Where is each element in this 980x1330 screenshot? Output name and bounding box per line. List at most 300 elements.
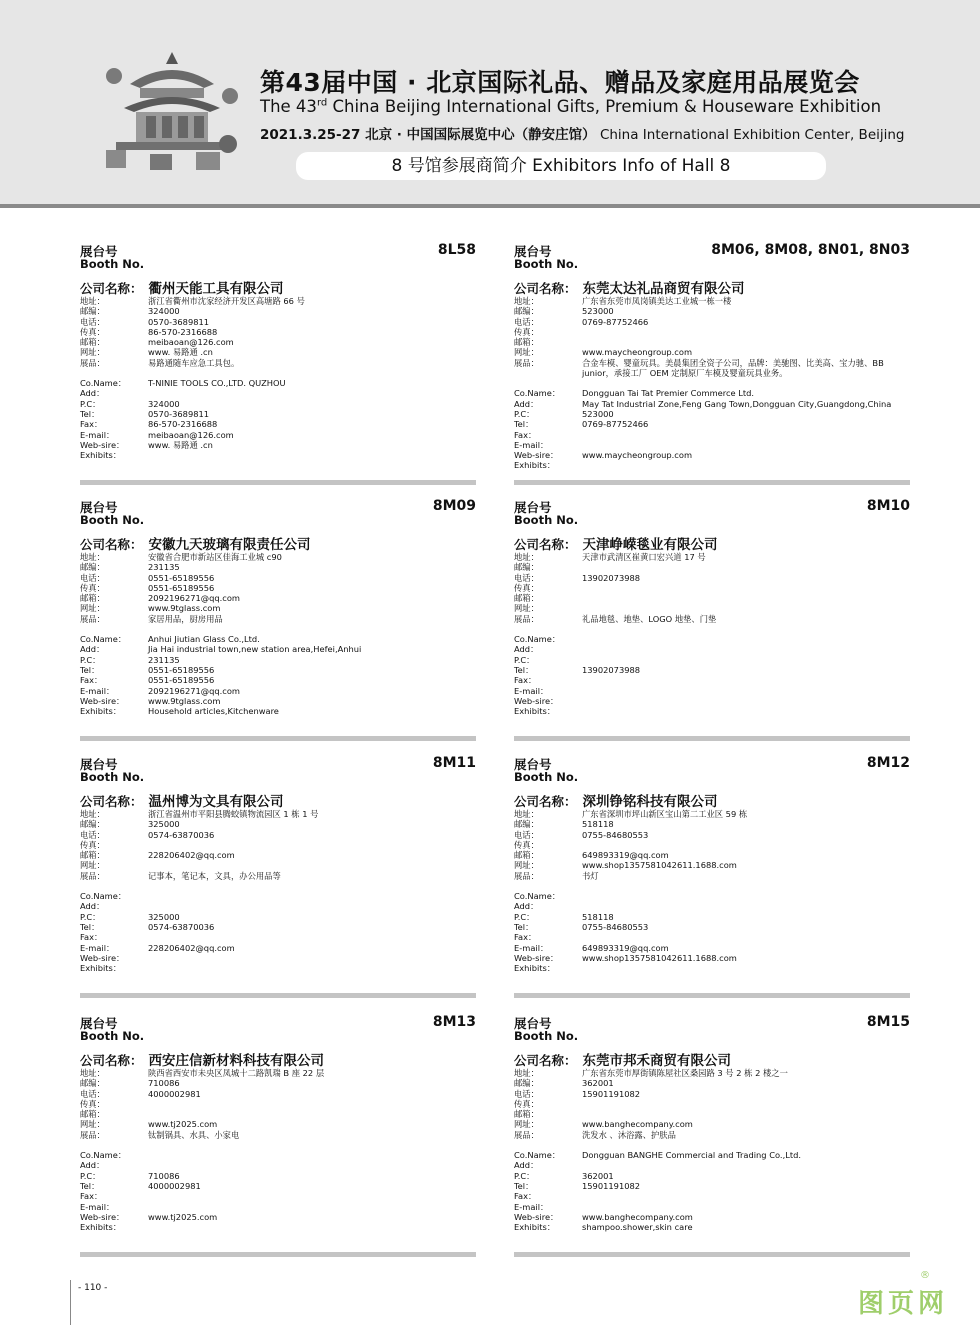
detail-row-cn xyxy=(514,327,910,337)
field-label: 邮编： xyxy=(80,306,105,317)
field-label: Web-sire： xyxy=(514,695,559,706)
field-label: Web-sire： xyxy=(514,450,559,461)
detail-row-cn xyxy=(514,819,910,829)
detail-row-cn xyxy=(80,337,476,347)
company-name: 天津峥嵘毯业有限公司 xyxy=(582,537,718,553)
detail-row-cn xyxy=(514,1078,910,1088)
field-value: 4000002981 xyxy=(148,1180,201,1191)
field-value xyxy=(148,953,476,963)
field-value: 325000 xyxy=(148,819,180,830)
field-label: 传真： xyxy=(514,582,539,593)
field-value: www.tj2025.com xyxy=(148,1211,218,1222)
field-label: 邮编： xyxy=(514,819,539,830)
company-details xyxy=(80,1068,476,1232)
field-label: Co.Name： xyxy=(80,891,127,902)
field-label: Exhibits： xyxy=(514,963,556,974)
field-label: Fax： xyxy=(514,932,537,943)
page-number: - 110 - xyxy=(78,1283,108,1293)
field-value xyxy=(582,1191,910,1201)
field-label: 电话： xyxy=(514,1088,539,1099)
detail-row-cn xyxy=(80,562,476,572)
field-value xyxy=(582,655,910,665)
field-label: Exhibits： xyxy=(80,706,122,717)
field-label: 邮箱： xyxy=(514,337,539,348)
field-value xyxy=(582,840,910,850)
detail-row-cn xyxy=(514,603,910,613)
field-label: 网址： xyxy=(514,1119,539,1130)
field-label: 传真： xyxy=(80,1098,105,1109)
field-label: Web-sire： xyxy=(514,1211,559,1222)
field-label: Fax： xyxy=(80,419,103,430)
detail-row-en xyxy=(514,912,910,922)
detail-row-cn xyxy=(514,860,910,870)
detail-row-cn xyxy=(514,850,910,860)
detail-row-cn xyxy=(80,860,476,870)
field-value: 2092196271@qq.com xyxy=(148,593,240,604)
card-divider xyxy=(80,736,476,741)
booth-label-cn: 展台号 xyxy=(514,757,552,772)
exhibitor-card xyxy=(514,242,910,486)
company-details xyxy=(514,296,910,471)
field-value: 0574-63870036 xyxy=(148,829,215,840)
exhibitor-card xyxy=(514,1014,910,1258)
field-value: 362001 xyxy=(582,1078,614,1089)
section-gap xyxy=(80,624,476,634)
field-label: Co.Name： xyxy=(514,634,561,645)
field-label: 网址： xyxy=(80,603,105,614)
field-value: 合金车模、婴童玩具。美晨集团全资子公司，品牌：美驰图、比美高、宝力驰、BB junior，承接工厂 OEM 定制原厂车模及婴童玩具业务。 xyxy=(582,357,884,379)
detail-row-cn xyxy=(80,1089,476,1099)
field-label: Tel： xyxy=(80,921,100,932)
field-label: Add： xyxy=(80,388,105,399)
detail-row-cn xyxy=(514,871,910,881)
field-value: www.banghecompany.com xyxy=(582,1211,693,1222)
field-label: Fax： xyxy=(80,675,103,686)
detail-row-cn xyxy=(514,573,910,583)
field-value: 2092196271@qq.com xyxy=(148,685,240,696)
field-value: 浙江省温州市平阳县腾蛟镇物流园区 1 栋 1 号 xyxy=(148,809,319,819)
field-label: 展品： xyxy=(514,613,539,624)
card-divider xyxy=(80,1252,476,1257)
company-name: 安徽九天玻璃有限责任公司 xyxy=(148,537,311,553)
field-value xyxy=(148,932,476,942)
booth-number: 8M09 xyxy=(432,498,476,514)
section-gap xyxy=(80,1140,476,1150)
detail-row-cn xyxy=(514,347,910,357)
detail-row-en xyxy=(80,419,476,429)
detail-row-en xyxy=(514,963,910,973)
detail-row-en xyxy=(514,891,910,901)
field-value: 13902073988 xyxy=(582,664,641,675)
field-value xyxy=(582,593,910,603)
detail-row-cn xyxy=(80,614,476,624)
exhibitor-card xyxy=(80,1014,476,1258)
field-value xyxy=(148,1150,476,1160)
exhibition-title-cn: 第43届中国 · 北京国际礼品、赠品及家庭用品展览会 xyxy=(260,68,860,97)
detail-row-cn xyxy=(80,1109,476,1119)
detail-row-en xyxy=(514,399,910,409)
detail-row-en xyxy=(514,943,910,953)
company-name: 衢州天能工具有限公司 xyxy=(148,281,284,297)
field-value: www.9tglass.com xyxy=(148,695,221,706)
field-label: 地址： xyxy=(514,552,539,562)
field-label: P.C： xyxy=(514,911,535,922)
field-label: Tel： xyxy=(514,664,534,675)
booth-label-cn: 展台号 xyxy=(80,757,118,772)
section-gap xyxy=(514,1140,910,1150)
field-value: 518118 xyxy=(582,911,614,922)
detail-row-en xyxy=(80,409,476,419)
company-label: 公司名称： xyxy=(80,794,143,809)
field-value: 家居用品，厨房用品 xyxy=(148,613,223,624)
field-label: Exhibits： xyxy=(80,450,122,461)
field-label: 邮箱： xyxy=(514,850,539,861)
detail-row-cn xyxy=(514,809,910,819)
field-value: 洗发水 、沐浴露、护肤品 xyxy=(582,1129,676,1140)
booth-number: 8M06, 8M08, 8N01, 8N03 xyxy=(711,242,910,258)
booth-label-en: Booth No. xyxy=(514,257,579,271)
exhibitor-card xyxy=(514,755,910,999)
booth-label-cn: 展台号 xyxy=(80,500,118,515)
field-label: P.C： xyxy=(80,1170,101,1181)
field-value xyxy=(148,1191,476,1201)
field-label: 邮编： xyxy=(80,562,105,573)
field-value xyxy=(582,337,910,347)
field-label: Exhibits： xyxy=(514,460,556,471)
field-label: 邮编： xyxy=(80,819,105,830)
detail-row-cn xyxy=(80,830,476,840)
field-value: 0755-84680553 xyxy=(582,829,649,840)
card-divider xyxy=(514,736,910,741)
field-label: Fax： xyxy=(514,675,537,686)
field-value xyxy=(148,1202,476,1212)
detail-row-cn xyxy=(80,1130,476,1140)
field-label: P.C： xyxy=(514,1170,535,1181)
field-label: 展品： xyxy=(514,357,539,368)
hall-label: 8 号馆参展商简介 Exhibitors Info of Hall 8 xyxy=(296,152,826,180)
exhibition-title-en xyxy=(260,97,881,116)
field-value xyxy=(148,840,476,850)
field-value: 安徽省合肥市新站区佳海工业城 c90 xyxy=(148,552,282,562)
company-name: 温州博为文具有限公司 xyxy=(148,794,284,810)
field-value xyxy=(148,1099,476,1109)
detail-row-en xyxy=(80,922,476,932)
field-label: 地址： xyxy=(80,809,105,819)
detail-row-cn xyxy=(80,317,476,327)
field-label: 邮编： xyxy=(514,1078,539,1089)
detail-row-en xyxy=(514,1171,910,1181)
company-name: 西安庄信新材料科技有限公司 xyxy=(148,1053,325,1069)
booth-number: 8M11 xyxy=(432,755,476,771)
detail-row-cn xyxy=(80,358,476,368)
field-label: E-mail： xyxy=(80,429,115,440)
detail-row-cn xyxy=(514,593,910,603)
field-value: 0769-87752466 xyxy=(582,316,649,327)
field-value xyxy=(582,634,910,644)
field-label: 邮编： xyxy=(514,562,539,573)
field-value xyxy=(582,603,910,613)
exhibition-date-venue xyxy=(260,123,905,143)
field-value: 231135 xyxy=(148,654,180,665)
field-value xyxy=(148,1222,476,1232)
card-divider xyxy=(514,993,910,998)
detail-row-cn xyxy=(514,562,910,572)
detail-row-en xyxy=(514,450,910,460)
field-label: Exhibits： xyxy=(514,1222,556,1233)
company-name: 东莞市邦禾商贸有限公司 xyxy=(582,1053,732,1069)
detail-row-en xyxy=(80,932,476,942)
booth-label-cn: 展台号 xyxy=(514,244,552,259)
detail-row-cn xyxy=(514,614,910,624)
detail-row-en xyxy=(80,1171,476,1181)
field-value xyxy=(582,696,910,706)
field-label: 地址： xyxy=(514,809,539,819)
booth-number: 8M12 xyxy=(866,755,910,771)
exhibitor-card xyxy=(80,242,476,486)
card-divider xyxy=(514,480,910,485)
field-label: 地址： xyxy=(514,1068,539,1078)
detail-row-en xyxy=(80,399,476,409)
company-label: 公司名称： xyxy=(80,281,143,296)
field-label: Tel： xyxy=(80,1180,100,1191)
field-value: 710086 xyxy=(148,1078,180,1089)
field-label: Fax： xyxy=(80,932,103,943)
detail-row-en xyxy=(514,644,910,654)
detail-row-en xyxy=(80,943,476,953)
detail-row-en xyxy=(514,440,910,450)
field-label: 地址： xyxy=(80,1068,105,1078)
company-details xyxy=(514,552,910,716)
company-line xyxy=(514,790,718,810)
field-label: Tel： xyxy=(80,408,100,419)
field-label: Fax： xyxy=(80,1191,103,1202)
field-label: E-mail： xyxy=(514,685,549,696)
field-value: May Tat Industrial Zone,Feng Gang Town,Dongguan City,Guangdong,China xyxy=(582,398,892,409)
field-label: Web-sire： xyxy=(80,439,125,450)
booth-label-en: Booth No. xyxy=(80,257,145,271)
field-label: 展品： xyxy=(514,1129,539,1140)
field-label: 邮箱： xyxy=(80,1109,105,1120)
detail-row-en xyxy=(80,953,476,963)
booth-label-cn: 展台号 xyxy=(80,1016,118,1031)
field-value: 0769-87752466 xyxy=(582,419,649,430)
field-value: Jia Hai industrial town,new station area,Hefei,Anhui xyxy=(148,644,362,655)
section-gap xyxy=(80,881,476,891)
detail-row-cn xyxy=(80,327,476,337)
field-value: 228206402@qq.com xyxy=(148,850,235,861)
booth-number: 8M15 xyxy=(866,1014,910,1030)
field-value: T-NINIE TOOLS CO.,LTD. QUZHOU xyxy=(148,378,286,389)
field-label: 电话： xyxy=(514,316,539,327)
detail-row-en xyxy=(514,696,910,706)
detail-row-cn xyxy=(80,840,476,850)
field-value xyxy=(582,583,910,593)
company-name: 东莞太达礼品商贸有限公司 xyxy=(582,281,745,297)
field-value: www.tj2025.com xyxy=(148,1119,218,1130)
field-label: 传真： xyxy=(80,326,105,337)
field-value: Anhui Jiutian Glass Co.,Ltd. xyxy=(148,634,260,645)
detail-row-en xyxy=(514,1212,910,1222)
field-value xyxy=(148,1160,476,1170)
detail-row-en xyxy=(80,440,476,450)
field-label: Add： xyxy=(514,398,539,409)
title-en-prefix: The 43 xyxy=(260,97,317,116)
field-label: Web-sire： xyxy=(80,952,125,963)
field-label: Co.Name： xyxy=(514,388,561,399)
field-value: 0551-65189556 xyxy=(148,582,215,593)
field-value: www. 易路通 .cn xyxy=(148,439,213,450)
field-label: 传真： xyxy=(514,326,539,337)
field-label: 邮箱： xyxy=(80,337,105,348)
detail-row-cn xyxy=(80,347,476,357)
detail-row-en xyxy=(80,378,476,388)
field-value xyxy=(148,963,476,973)
detail-row-cn xyxy=(514,1089,910,1099)
detail-row-cn xyxy=(514,358,910,379)
detail-row-cn xyxy=(80,809,476,819)
field-label: 网址： xyxy=(80,1119,105,1130)
field-value: 324000 xyxy=(148,398,180,409)
field-value: 礼品地毯、地垫、LOGO 地垫、门垫 xyxy=(582,613,717,624)
field-label: 电话： xyxy=(514,829,539,840)
company-details xyxy=(514,1068,910,1232)
booth-number: 8L58 xyxy=(437,242,476,258)
detail-row-cn xyxy=(514,1099,910,1109)
detail-row-en xyxy=(80,686,476,696)
field-value xyxy=(148,891,476,901)
field-label: 电话： xyxy=(514,572,539,583)
booth-number: 8M10 xyxy=(866,498,910,514)
detail-row-cn xyxy=(80,552,476,562)
field-label: P.C： xyxy=(80,398,101,409)
field-value: 0551-65189556 xyxy=(148,572,215,583)
field-value xyxy=(148,388,476,398)
field-value xyxy=(582,686,910,696)
detail-row-en xyxy=(80,1212,476,1222)
booth-label-cn: 展台号 xyxy=(80,244,118,259)
card-divider xyxy=(80,480,476,485)
company-label: 公司名称： xyxy=(80,537,143,552)
page-divider xyxy=(70,1280,71,1325)
booth-label-en: Booth No. xyxy=(80,513,145,527)
detail-row-en xyxy=(80,655,476,665)
detail-row-en xyxy=(80,430,476,440)
card-divider xyxy=(514,1252,910,1257)
field-value: 15901191082 xyxy=(582,1180,641,1191)
exhibitor-card xyxy=(80,498,476,742)
section-gap xyxy=(514,624,910,634)
detail-row-en xyxy=(80,1191,476,1201)
field-value: www.shop1357581042611.1688.com xyxy=(582,952,737,963)
detail-row-en xyxy=(514,1222,910,1232)
field-label: E-mail： xyxy=(80,685,115,696)
field-value xyxy=(148,860,476,870)
detail-row-en xyxy=(514,1150,910,1160)
field-value xyxy=(582,460,910,470)
field-value: 0755-84680553 xyxy=(582,921,649,932)
field-value: 易路通随车应急工具包。 xyxy=(148,357,240,368)
detail-row-en xyxy=(514,409,910,419)
company-line xyxy=(80,533,311,553)
detail-row-cn xyxy=(514,552,910,562)
field-label: 地址： xyxy=(80,296,105,306)
detail-row-cn xyxy=(80,593,476,603)
detail-row-cn xyxy=(80,819,476,829)
card-divider xyxy=(80,993,476,998)
detail-row-en xyxy=(514,460,910,470)
field-value: 228206402@qq.com xyxy=(148,942,235,953)
detail-row-en xyxy=(80,963,476,973)
field-label: 邮箱： xyxy=(80,593,105,604)
field-label: 网址： xyxy=(514,860,539,871)
field-value xyxy=(582,562,910,572)
detail-row-en xyxy=(514,686,910,696)
field-label: Add： xyxy=(80,1160,105,1171)
detail-row-cn xyxy=(80,296,476,306)
field-label: E-mail： xyxy=(514,942,549,953)
field-label: 展品： xyxy=(80,613,105,624)
detail-row-cn xyxy=(80,603,476,613)
field-label: P.C： xyxy=(80,654,101,665)
field-value xyxy=(582,430,910,440)
field-label: Web-sire： xyxy=(514,952,559,963)
field-label: Add： xyxy=(514,901,539,912)
detail-row-cn xyxy=(80,583,476,593)
company-line xyxy=(80,790,284,810)
field-label: 电话： xyxy=(80,829,105,840)
field-label: 地址： xyxy=(80,552,105,562)
watermark-logo: 图页网 xyxy=(858,1289,949,1319)
booth-label-en: Booth No. xyxy=(514,770,579,784)
field-label: 网址： xyxy=(80,860,105,871)
field-label: Web-sire： xyxy=(80,1211,125,1222)
company-line xyxy=(514,533,718,553)
detail-row-cn xyxy=(80,871,476,881)
field-label: Add： xyxy=(80,901,105,912)
field-value xyxy=(582,327,910,337)
booth-label-en: Booth No. xyxy=(514,1029,579,1043)
field-value: Dongguan BANGHE Commercial and Trading Co.,Ltd. xyxy=(582,1150,801,1161)
field-label: Co.Name： xyxy=(514,1150,561,1161)
detail-row-cn xyxy=(514,830,910,840)
field-label: 网址： xyxy=(80,347,105,358)
detail-row-en xyxy=(80,634,476,644)
field-value: 广东省东莞市厚街镇陈屋社区桑园路 3 号 2 栋 2 楼之一 xyxy=(582,1068,788,1078)
field-value: www.banghecompany.com xyxy=(582,1119,693,1130)
detail-row-en xyxy=(80,901,476,911)
company-details xyxy=(80,296,476,460)
field-value: 231135 xyxy=(148,562,180,573)
field-value: 记事本，笔记本，文具，办公用品等 xyxy=(148,870,281,881)
exhibition-logo-icon xyxy=(100,46,244,176)
detail-row-en xyxy=(80,1160,476,1170)
detail-row-en xyxy=(514,901,910,911)
field-label: Web-sire： xyxy=(80,695,125,706)
detail-row-cn xyxy=(80,573,476,583)
detail-row-en xyxy=(514,1191,910,1201)
field-label: P.C： xyxy=(514,654,535,665)
detail-row-en xyxy=(514,388,910,398)
field-label: Exhibits： xyxy=(80,1222,122,1233)
detail-row-en xyxy=(514,932,910,942)
field-value xyxy=(148,901,476,911)
booth-label-cn: 展台号 xyxy=(514,1016,552,1031)
field-value xyxy=(582,891,910,901)
field-value: 浙江省衢州市沈家经济开发区高塘路 66 号 xyxy=(148,296,305,306)
field-value: 518118 xyxy=(582,819,614,830)
detail-row-cn xyxy=(514,840,910,850)
detail-row-en xyxy=(80,388,476,398)
